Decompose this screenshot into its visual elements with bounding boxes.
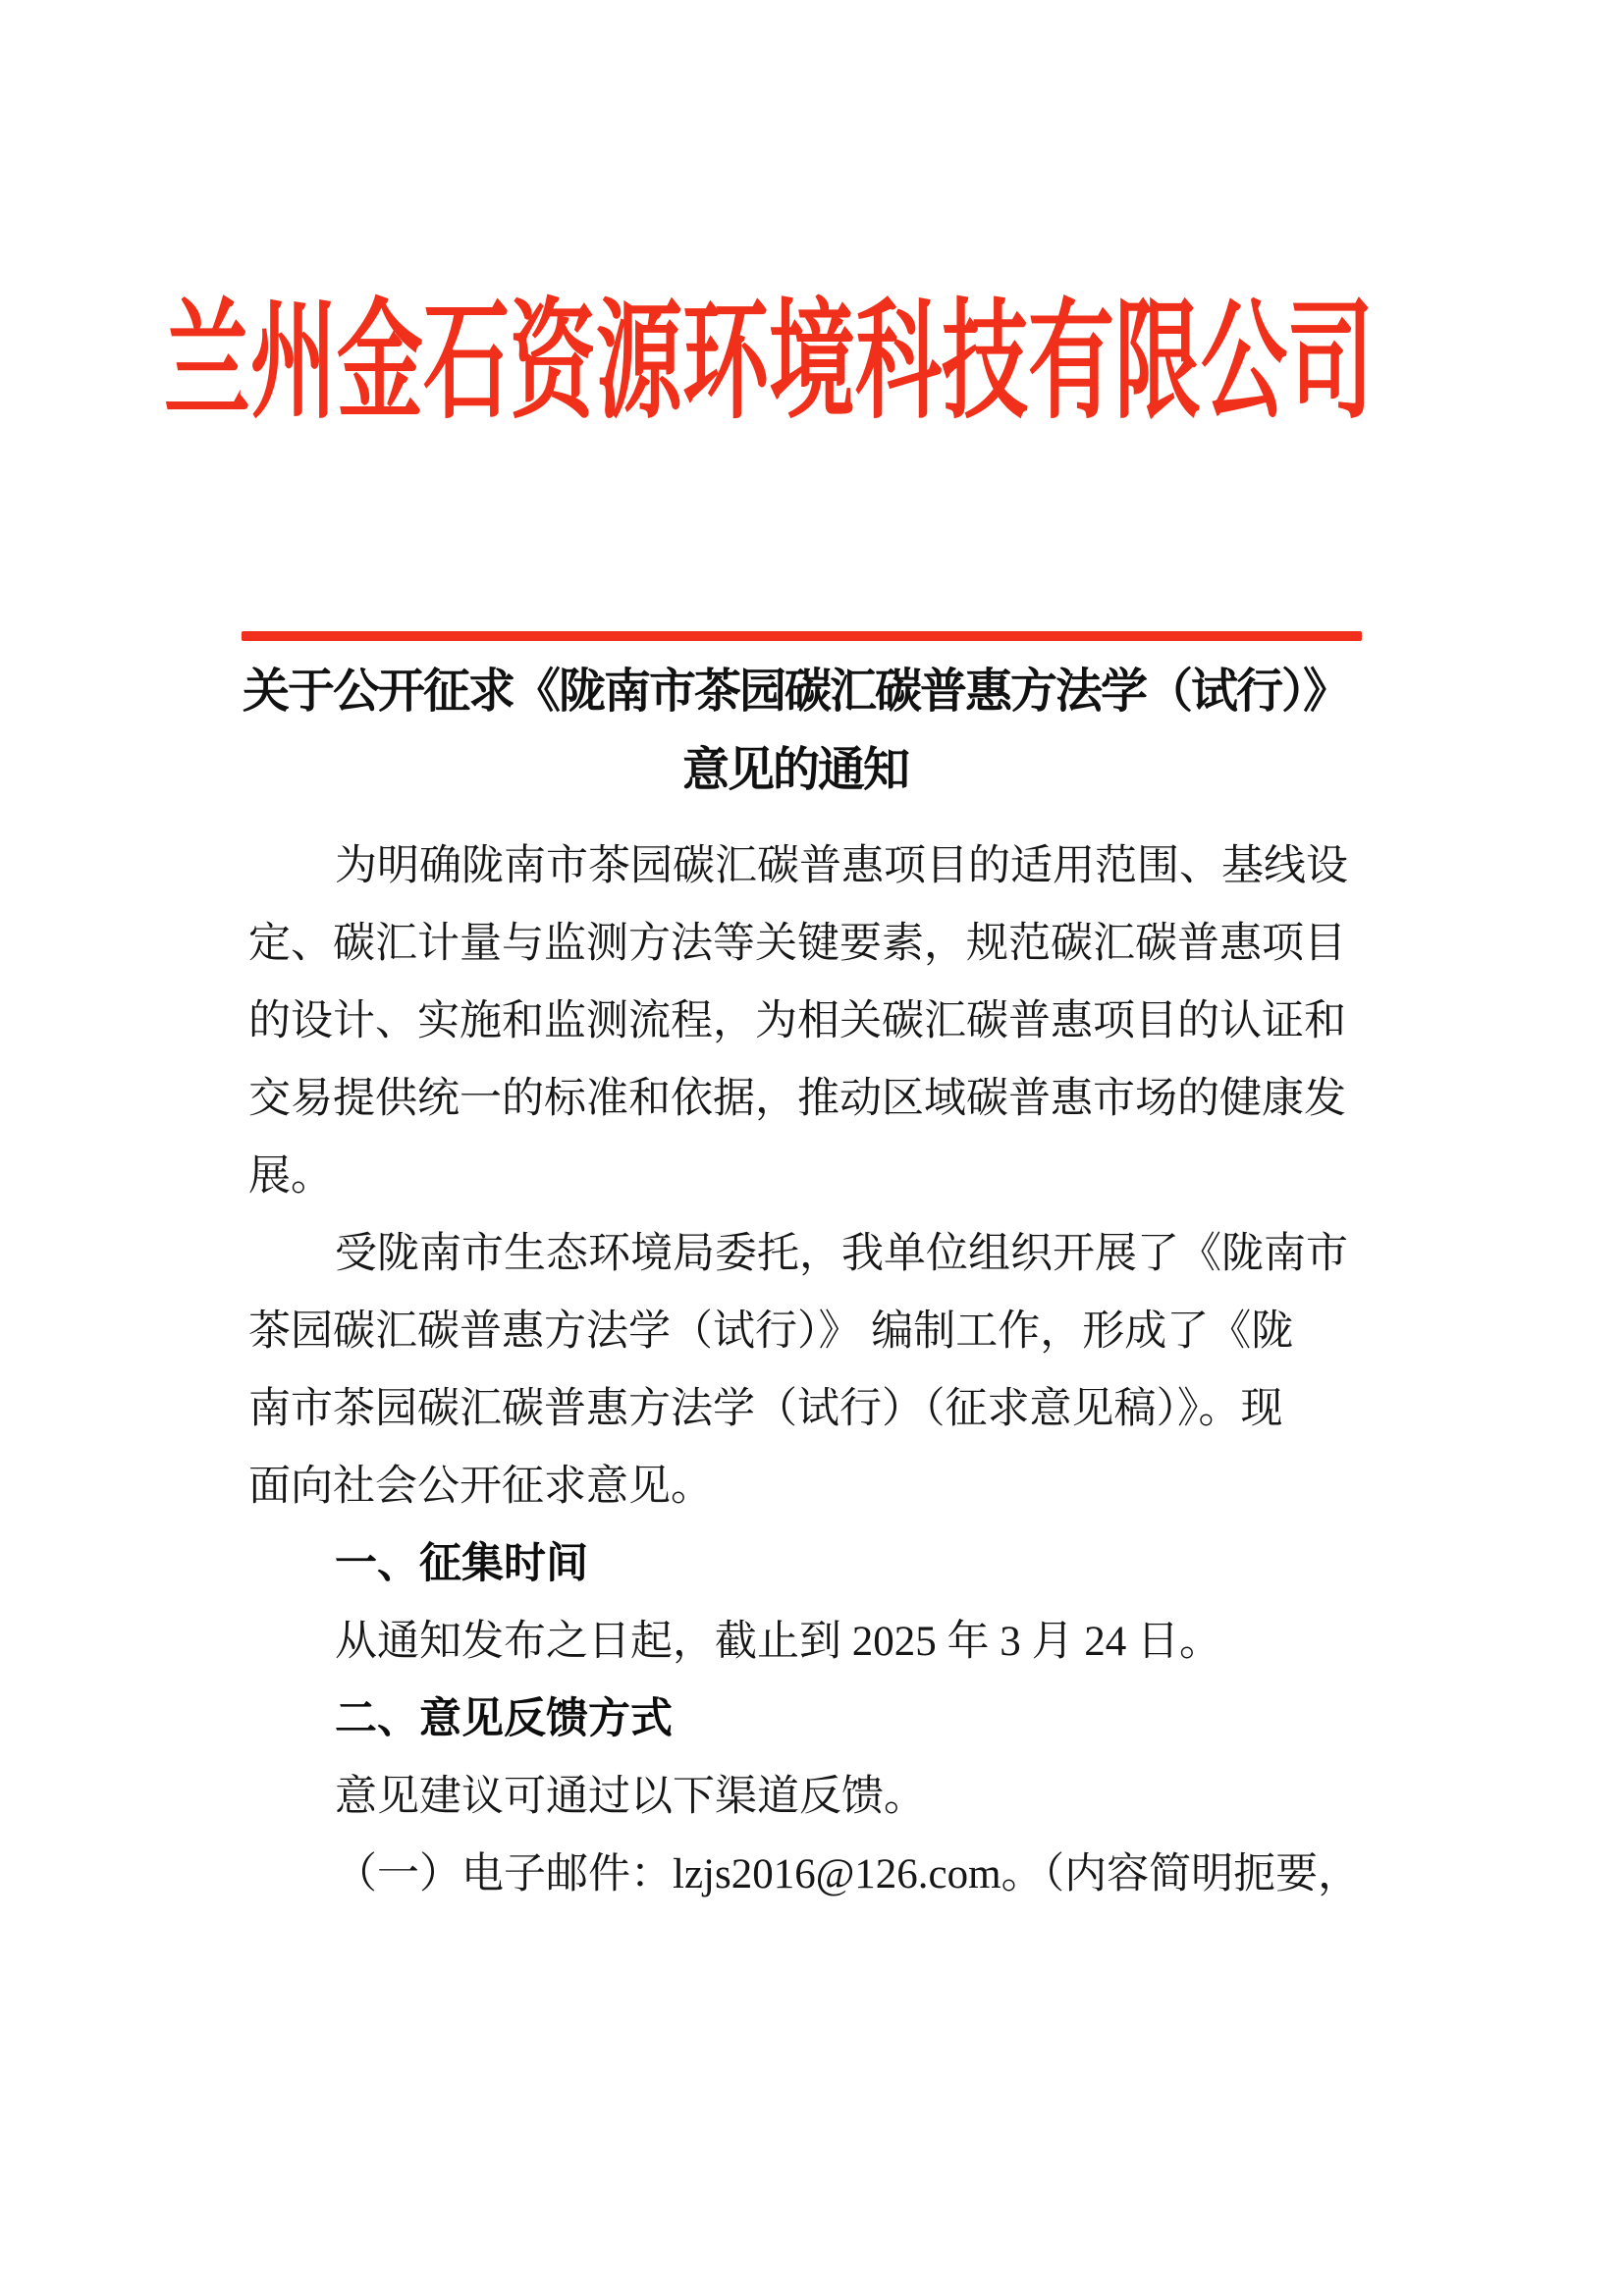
document-line-text: 二、意见反馈方式 bbox=[335, 1695, 673, 1742]
document-line-text: 面向社会公开征求意见。 bbox=[248, 1464, 713, 1510]
document-line-text: 定、碳汇计量与监测方法等关键要素，规范碳汇碳普惠项目 bbox=[248, 921, 1346, 967]
document-line bbox=[248, 1060, 1368, 1138]
document-line bbox=[248, 1293, 1368, 1370]
document-line-text: 意见建议可通过以下渠道反馈。 bbox=[335, 1774, 926, 1820]
document-line bbox=[248, 1836, 1368, 1913]
document-line bbox=[248, 828, 1368, 905]
document-line-text: 的设计、实施和监测流程，为相关碳汇碳普惠项目的认证和 bbox=[248, 998, 1346, 1044]
document-line bbox=[248, 1448, 1368, 1525]
document-line-text: 受陇南市生态环境局委托，我单位组织开展了《陇南市 bbox=[335, 1231, 1348, 1277]
document-line bbox=[248, 1138, 1368, 1215]
notice-title-line-2: 意见的通知 bbox=[681, 744, 908, 796]
document-line bbox=[248, 1525, 1368, 1603]
document-line bbox=[248, 1370, 1368, 1448]
document-body bbox=[248, 828, 1368, 1913]
document-line bbox=[248, 905, 1368, 983]
document-line-text: 为明确陇南市茶园碳汇碳普惠项目的适用范围、基线设 bbox=[335, 843, 1348, 889]
document-line-text: 南市茶园碳汇碳普惠方法学（试行）（征求意见稿）》。现 bbox=[248, 1386, 1283, 1432]
document-line bbox=[248, 983, 1368, 1060]
document-line-text: 展。 bbox=[248, 1153, 333, 1200]
document-line-text: 交易提供统一的标准和依据，推动区域碳普惠市场的健康发 bbox=[248, 1076, 1346, 1122]
document-line-text: 茶园碳汇碳普惠方法学（试行）》 编制工作，形成了《陇 bbox=[248, 1308, 1294, 1355]
document-line-text: 从通知发布之日起，截止到 2025 年 3 月 24 日。 bbox=[335, 1619, 1221, 1665]
letterhead-divider-rule bbox=[242, 631, 1362, 641]
notice-title-line-1: 关于公开征求《陇南市茶园碳汇碳普惠方法学（试行）》 bbox=[242, 666, 1348, 718]
document-line bbox=[248, 1758, 1368, 1836]
document-line bbox=[248, 1681, 1368, 1758]
letterhead-company-name: 兰州金石资源环境科技有限公司 bbox=[164, 291, 1375, 435]
notice-title bbox=[216, 653, 1375, 810]
document-line bbox=[248, 1215, 1368, 1293]
document-line-text: （一）电子邮件：lzjs2016@126.com。（内容简明扼要， bbox=[335, 1851, 1361, 1897]
document-line-text: 一、征集时间 bbox=[335, 1540, 588, 1587]
document-line bbox=[248, 1603, 1368, 1681]
